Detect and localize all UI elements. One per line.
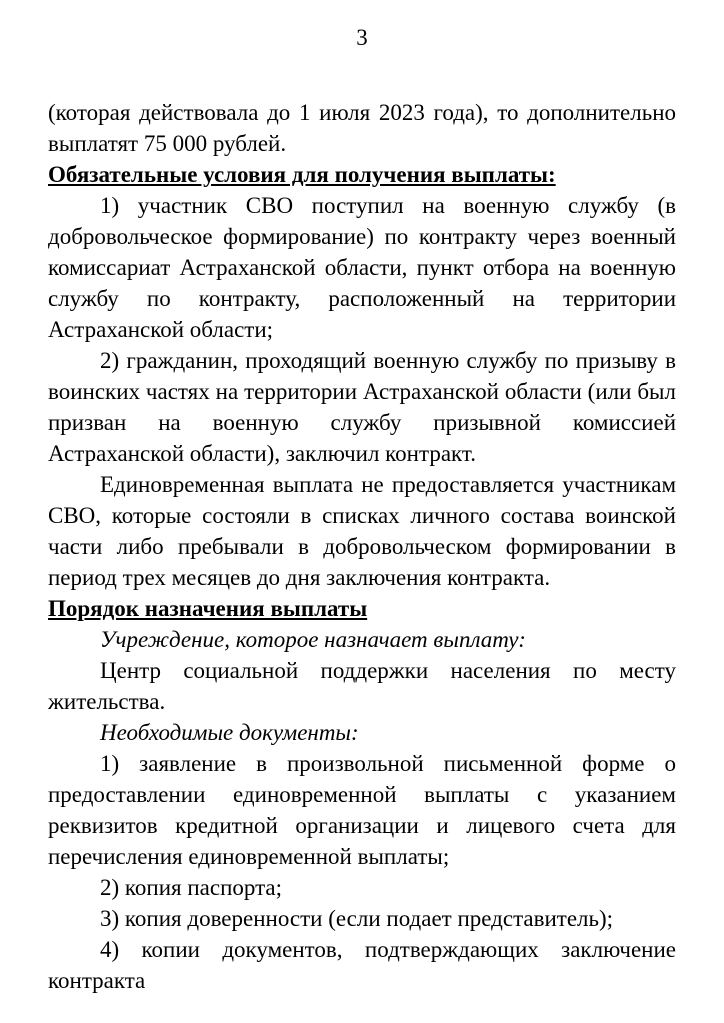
list-item-condition-1: 1) участник СВО поступил на военную службу (в добровольческое формирование) по контракту через военный комиссариат Астраханской области, пункт отбора на военную службу по контракту, расположенный на территории Астраханской области; (48, 193, 676, 342)
list-item-document-4: 4) копии документов, подтверждающих заключение контракта (48, 937, 676, 993)
paragraph-payment-exclusion: Единовременная выплата не предоставляется участникам СВО, которые состояли в списках личного состава воинской части либо пребывали в добровольческом формировании в период трех месяцев до дня заключения контракта. (48, 472, 676, 590)
paragraph-continuation: (которая действовала до 1 июля 2023 года), то дополнительно выплатят 75 000 рублей. (48, 100, 676, 156)
subheading-assigning-institution: Учреждение, которое назначает выплату: (100, 627, 526, 652)
list-item-document-3: 3) копия доверенности (если подает представитель); (100, 906, 614, 931)
section-heading-payment-procedure: Порядок назначения выплаты (48, 596, 368, 621)
page-number: 3 (356, 25, 368, 50)
document-body (48, 97, 676, 996)
list-item-document-1: 1) заявление в произвольной письменной форме о предоставлении единовременной выплаты с указанием реквизитов кредитной организации и лицевого счета для перечисления единовременной выплаты; (48, 751, 676, 869)
section-heading-required-conditions: Обязательные условия для получения выплаты: (48, 162, 556, 187)
paragraph-institution-name: Центр социальной поддержки населения по месту жительства. (48, 658, 676, 714)
subheading-required-documents: Необходимые документы: (100, 720, 359, 745)
list-item-document-2: 2) копия паспорта; (100, 875, 283, 900)
list-item-condition-2: 2) гражданин, проходящий военную службу по призыву в воинских частях на территории Астраханской области (или был призван на военную службу призывной комиссией Астраханской области), заключил контракт. (48, 348, 676, 466)
